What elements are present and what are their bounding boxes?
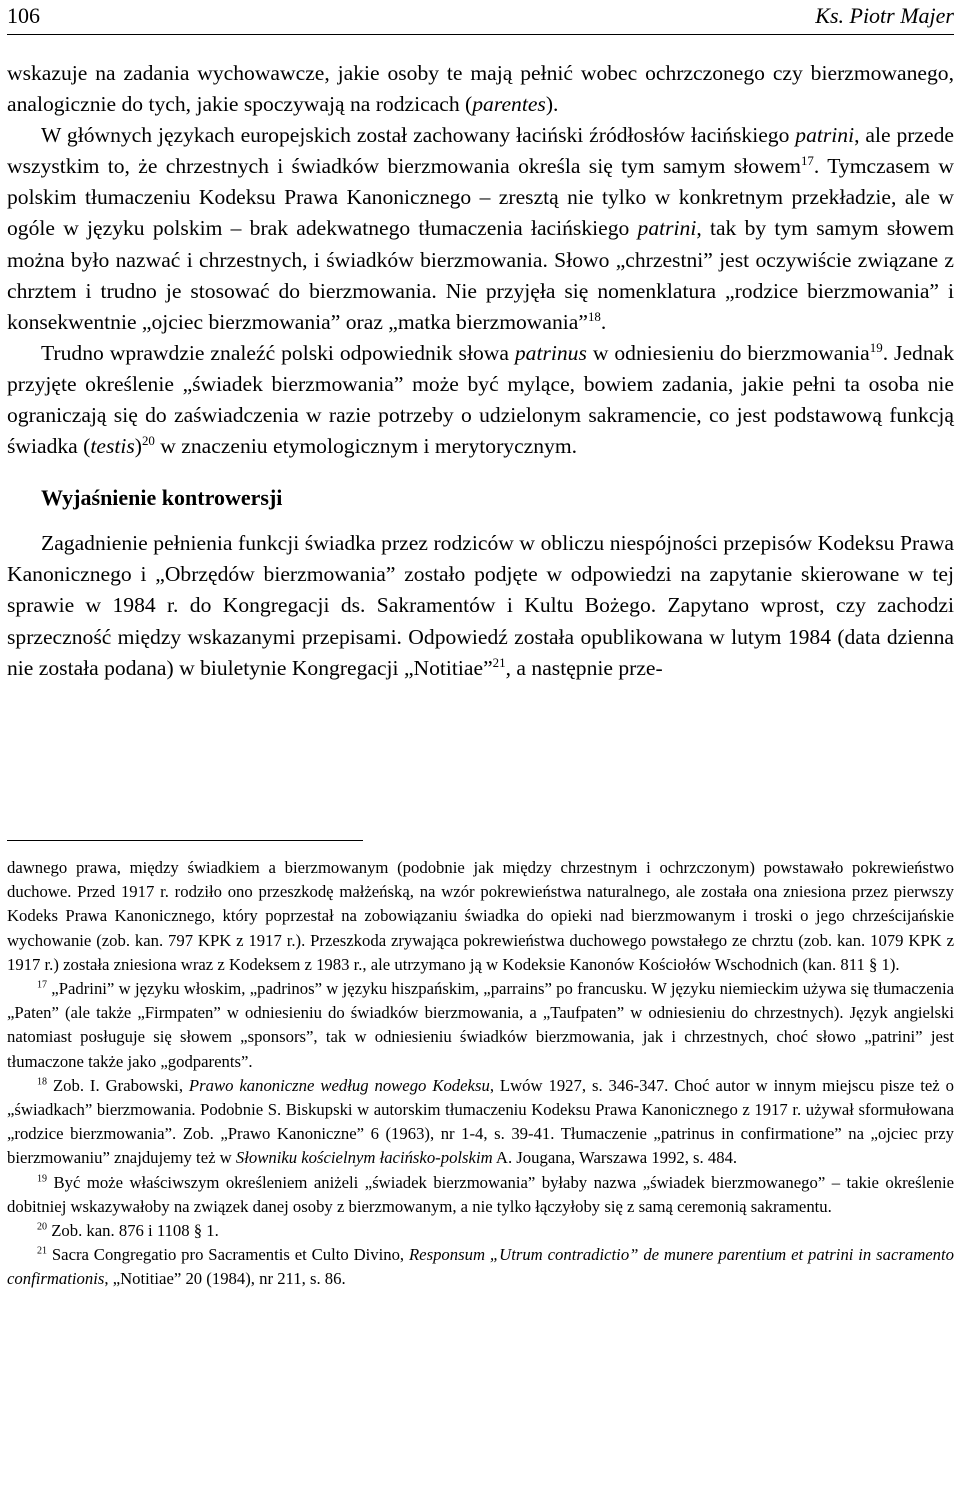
- italic-run: patrinus: [514, 340, 587, 365]
- footnote-ref: 20: [37, 1221, 48, 1233]
- footnote-ref: 18: [37, 1076, 48, 1088]
- italic-run: patrini: [637, 216, 697, 241]
- text-run: Trudno wprawdzie znaleźć polski odpowiednik słowa: [41, 340, 515, 365]
- footnote-ref: 17: [800, 153, 814, 169]
- body-text: [7, 58, 954, 684]
- text-run: „Padrini” w języku włoskim, „padrinos” w języku hiszpańskim, „parrains” po francusku. W języku niemieckim używa się tłumaczenia „Paten” (ale także „Firmpaten” w odniesieniu do świadków bierzmowania, a „Taufpaten” w odniesieniu do chrzestnych). Język angielski natomiast posługuje się słowem „sponsors”, tak w odniesieniu świadków bierzmowania, jak i chrzestnych, choć słowo „patrini” jest tłumaczone także jako „godparents”.: [7, 979, 954, 1071]
- running-header: [7, 0, 954, 35]
- footnotes: [7, 856, 954, 1292]
- text-run: , a następnie prze-: [505, 655, 663, 680]
- text-run: Zob. kan. 876 i 1108 § 1.: [47, 1221, 219, 1241]
- text-run: , Lwów 1927, s. 346-347. Choć autor w innym miejscu pisze też o „świadkach” bierzmowania. Podobnie S. Biskupski w autorskim tłumaczeniu Kodeksu Prawa Kanonicznego z 1917 r. używał sformułowana „rodzice bierzmowania”. Zob. „Prawo Kanoniczne” 6 (1963), nr 1-4, s. 39-41. Tłumaczenie „patrinus in confirmatione” na „ojciec przy bierzmowaniu” znajdujemy też w: [7, 1075, 954, 1168]
- italic-run: Prawo kanoniczne według nowego Kodeksu: [188, 1075, 490, 1095]
- footnote-19: [7, 1171, 954, 1219]
- text-run: ).: [545, 92, 559, 117]
- text-run: Być może właściwszym określeniem aniżeli „świadek bierzmowania” byłaby nazwa „świadek bierzmowanego” – takie określenie dobitniej wskazywałoby na związek danej osoby z bierzmowanym, a nie tylko łączyłoby się z samą ceremonią sakramentu.: [7, 1172, 954, 1216]
- paragraph-2: [7, 120, 954, 338]
- paragraph-1: [7, 58, 954, 120]
- text-run: , tak by tym samym słowem można było nazwać i chrzestnych, i świadków bierzmowania. Słowo „chrzestni” jest oczywiście związane z chrztem i trudno je stosować do bierzmowania. Nie przyjęła się nomenklatura „rodzice bierzmowania” i konsekwentnie „ojciec bierzmowania” oraz „matka bierzmowania”: [7, 216, 954, 334]
- text-run: . Tymczasem w polskim tłumaczeniu Kodeksu Prawa Kanonicznego – zresztą nie tylko w konkretnym przekładzie, ale w ogóle w języku polskim – brak adekwatnego tłumaczenia łacińskiego: [7, 154, 954, 241]
- running-author: Ks. Piotr Majer: [815, 3, 954, 28]
- section-heading: Wyjaśnienie kontrowersji: [41, 485, 283, 511]
- text-run: dawnego prawa, między świadkiem a bierzmowanym (podobnie jak między chrzestnym i ochrzczonym) powstawało pokrewieństwo duchowe. Przed 1917 r. rodziło ono przeszkodę małżeńską, na wzór pokrewieństwa naturalnego, ale została ona zniesiona przez pierwszy Kodeks Prawa Kanonicznego, który poprzestał na zobowiązaniu świadka do opieki nad bierzmowanym i troski o jego chrześcijańskie wychowanie (zob. kan. 797 KPK z 1917 r.). Przeszkoda zrywająca pokrewieństwa duchowego powstałego ze chrztu (zob. kan. 1079 KPK z 1917 r.) została zniesiona wraz z Kodeksem z 1983 r., ale utrzymano ją w Kodeksie Kanonów Kościołów Wschodnich (kan. 811 § 1).: [7, 858, 954, 974]
- text-run: w odniesieniu do bierzmowania: [586, 340, 870, 365]
- text-run: Zob. I. Grabowski,: [47, 1075, 189, 1095]
- footnote-20: [7, 1219, 954, 1243]
- italic-run: parentes: [472, 92, 546, 117]
- text-run: Zagadnienie pełnienia funkcji świadka przez rodziców w obliczu niespójności przepisów Kodeksu Prawa Kanonicznego i „Obrzędów bierzmowania” zostało podjęte w odpowiedzi na zapytanie skierowane w tej sprawie w 1984 r. do Kongregacji ds. Sakramentów i Kultu Bożego. Zapytano wprost, czy zachodzi sprzeczność między wskazanymi przepisami. Odpowiedź została opublikowana w lutym 1984 (data dzienna nie została podana) w biuletynie Kongregacji „Notitiae”: [7, 531, 954, 680]
- footnote-18: [7, 1074, 954, 1171]
- text-run: Sacra Congregatio pro Sacramentis et Culto Divino,: [47, 1245, 409, 1265]
- text-run: A. Jougana, Warszawa 1992, s. 484.: [492, 1148, 738, 1168]
- text-run: W głównych językach europejskich został zachowany łaciński źródłosłów łacińskiego: [41, 123, 796, 148]
- footnote-16-continued: [7, 856, 954, 977]
- text-run: wskazuje na zadania wychowawcze, jakie osoby te mają pełnić wobec ochrzczonego czy bierzmowanego, analogicznie do tych, jakie spoczywają na rodzicach (: [7, 61, 954, 117]
- footnote-ref: 18: [587, 308, 601, 324]
- footnote-separator: [7, 840, 363, 841]
- footnote-21: [7, 1243, 954, 1291]
- footnote-ref: 17: [37, 979, 48, 991]
- text-run: , „Notitiae” 20 (1984), nr 211, s. 86.: [104, 1269, 346, 1289]
- text-run: . Jednak przyjęte określenie „świadek bierzmowania” może być mylące, bowiem zadania, jakie pełni ta osoba nie ograniczają się do zaświadczenia w razie potrzeby o udzielonym sakramencie, co jest podstawową funkcją świadka (: [7, 340, 954, 459]
- page-number: 106: [7, 3, 40, 28]
- text-run: w znaczeniu etymologicznym i merytorycznym.: [154, 434, 578, 459]
- footnote-17: [7, 977, 954, 1074]
- footnote-ref: 19: [869, 339, 883, 355]
- footnote-ref: 21: [492, 654, 506, 670]
- paragraph-4: [7, 528, 954, 683]
- italic-run: patrini: [795, 123, 855, 148]
- italic-run: Responsum „Utrum contradictio” de munere parentium et patrini in sacramento confirmationis: [7, 1245, 955, 1289]
- paragraph-3: [7, 338, 954, 462]
- footnote-ref: 19: [37, 1173, 48, 1185]
- text-run: , ale przede wszystkim to, że chrzestnych i świadków bierzmowania określa się tym samym słowem: [7, 123, 954, 179]
- text-run: .: [600, 309, 607, 334]
- footnote-ref: 21: [37, 1245, 48, 1257]
- italic-run: testis: [90, 434, 135, 459]
- italic-run: Słowniku kościelnym łacińsko-polskim: [235, 1148, 493, 1168]
- text-run: ): [134, 434, 142, 459]
- footnote-ref: 20: [141, 432, 155, 448]
